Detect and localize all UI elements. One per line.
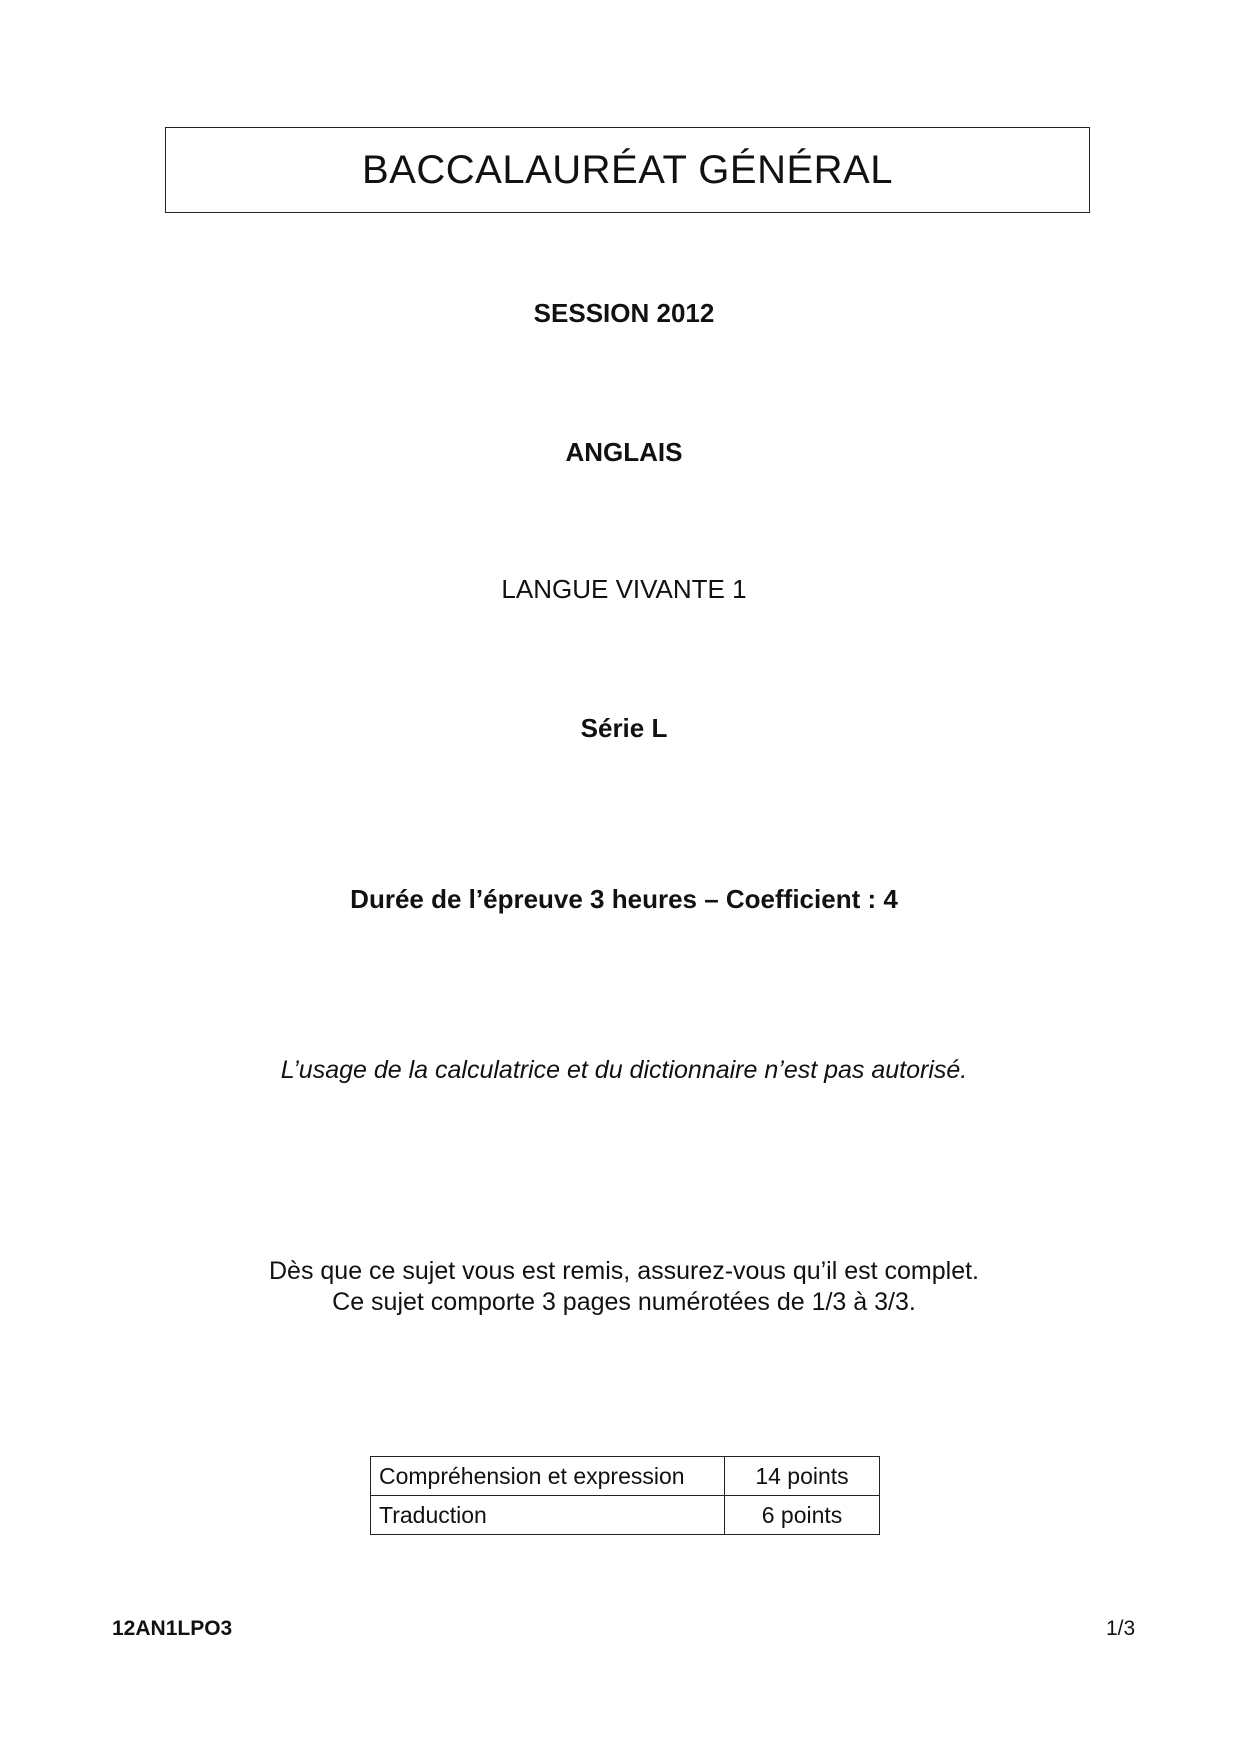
title-box [165,127,1090,213]
scoring-label: Compréhension et expression [371,1457,725,1496]
subject-label: ANGLAIS [565,437,683,467]
table-row [371,1457,880,1496]
session-label: SESSION 2012 [533,298,715,328]
usage-notice: L’usage de la calculatrice et du dictionnaire n’est pas autorisé. [280,1056,968,1084]
exam-code: 12AN1LPO3 [112,1617,233,1640]
scoring-points: 14 points [725,1457,880,1496]
completeness-notice-line2: Ce sujet comporte 3 pages numérotées de 1/3 à 3/3. [332,1288,916,1316]
scoring-points: 6 points [725,1496,880,1535]
page-number: 1/3 [1106,1617,1136,1640]
table-row [371,1496,880,1535]
scoring-label: Traduction [371,1496,725,1535]
exam-title: BACCALAURÉAT GÉNÉRAL [362,147,893,192]
langue-label: LANGUE VIVANTE 1 [501,574,747,604]
completeness-notice-line1: Dès que ce sujet vous est remis, assurez-vous qu’il est complet. [268,1257,980,1285]
serie-label: Série L [580,713,668,743]
scoring-table [370,1456,880,1535]
duration-coefficient: Durée de l’épreuve 3 heures – Coefficient : 4 [350,884,898,914]
